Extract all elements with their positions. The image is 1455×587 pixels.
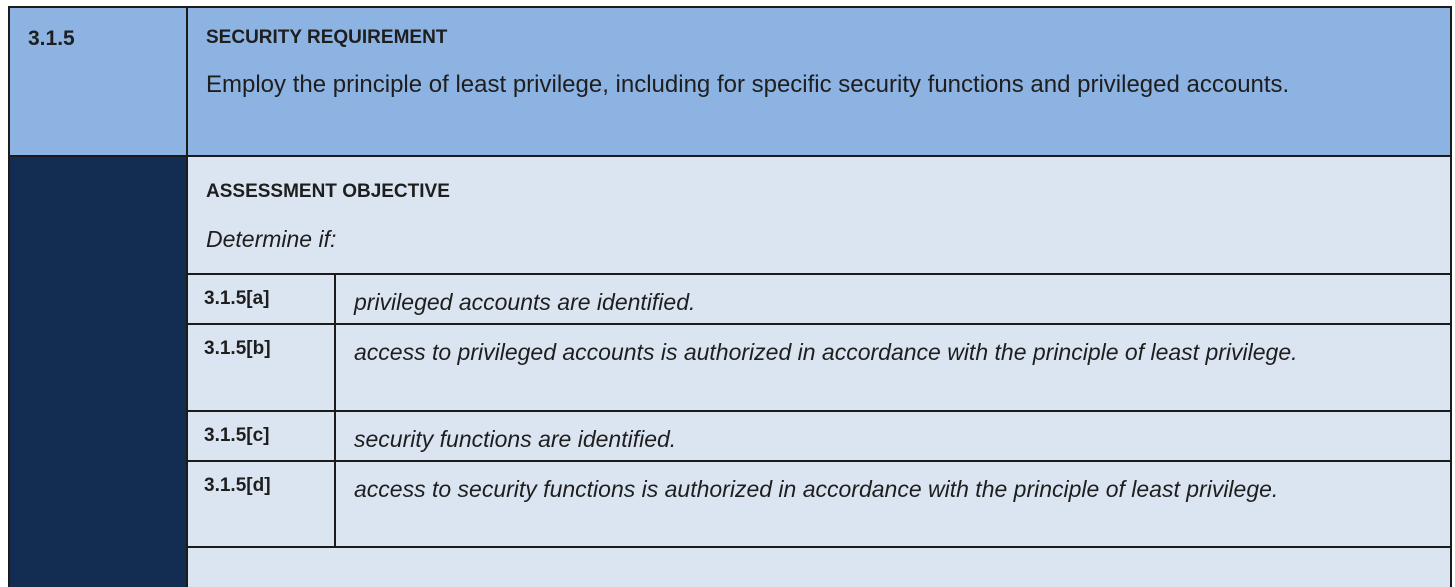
objective-id: 3.1.5[d] (188, 461, 335, 547)
objective-row-cut-off (188, 547, 1450, 567)
objective-row (188, 274, 1450, 324)
requirement-id: 3.1.5 (28, 27, 75, 50)
security-requirement-row (10, 8, 1450, 157)
column-divider (186, 8, 188, 155)
objective-text: access to privileged accounts is authorized in accordance with the principle of least privilege. (335, 324, 1450, 411)
objective-text: security functions are identified. (335, 411, 1450, 461)
security-requirement-text: Employ the principle of least privilege, including for specific security functions and privileged accounts. (206, 71, 1290, 98)
requirement-table (8, 6, 1452, 587)
objective-row (188, 324, 1450, 411)
objective-id: 3.1.5[a] (188, 274, 335, 324)
security-requirement-heading: SECURITY REQUIREMENT (206, 27, 448, 48)
navy-side-column (10, 157, 186, 587)
objective-row (188, 461, 1450, 547)
assessment-objective-section (186, 157, 1450, 587)
objective-text: privileged accounts are identified. (335, 274, 1450, 324)
objective-id: 3.1.5[c] (188, 411, 335, 461)
objective-row (188, 411, 1450, 461)
determine-if-label: Determine if: (206, 226, 337, 252)
objective-id: 3.1.5[b] (188, 324, 335, 411)
assessment-objective-heading: ASSESSMENT OBJECTIVE (206, 181, 450, 202)
objective-text: access to security functions is authorized in accordance with the principle of least privilege. (335, 461, 1450, 547)
objective-items-table (188, 273, 1450, 567)
